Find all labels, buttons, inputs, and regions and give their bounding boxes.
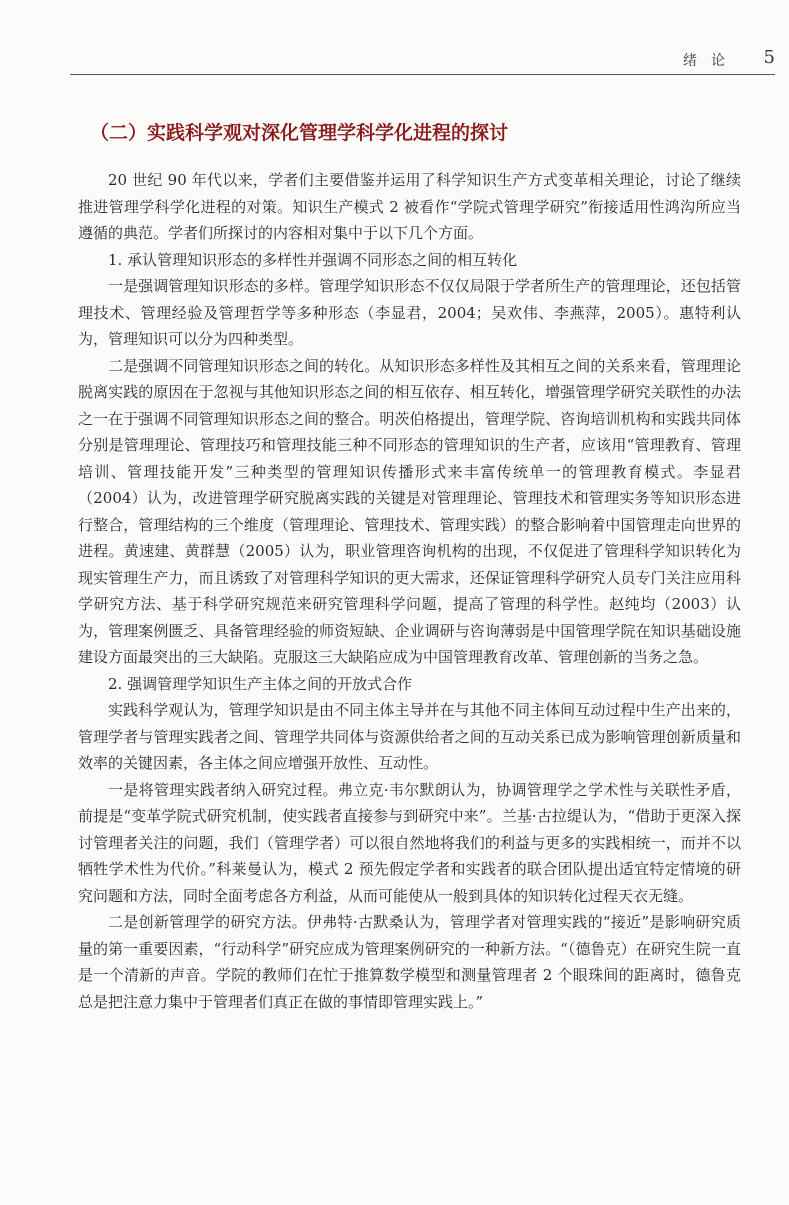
paragraph-include-practitioners: 一是将管理实践者纳入研究过程。弗立克·韦尔默朗认为，协调管理学之学术性与关联性矛盾，前提是“变革学院式研究机制，使实践者直接参与到研究中来”。兰基·古拉缇认为，“借助于更深入探讨管理者关注的问题，我们（管理学者）可以很自然地将我们的利益与更多的实践相统一，而并不以牺牲学术性为代价。”科莱曼认为，模式 2 预先假定学者和实践者的联合团队提出适宜特定情境的研究问题和方法，同时全面考虑各方利益，从而可能使从一般到具体的知识转化过程天衣无缝。: [78, 780, 741, 905]
page-number: 5: [763, 47, 775, 68]
running-header: [70, 47, 775, 72]
body-text: [78, 167, 741, 1015]
paragraph-intro: 20 世纪 90 年代以来，学者们主要借鉴并运用了科学知识生产方式变革相关理论，讨论了继续推进管理学科学化进程的对策。知识生产模式 2 被看作“学院式管理学研究”衔接适用性鸿沟所应当遵循的典范。学者们所探讨的内容相对集中于以下几个方面。: [78, 171, 741, 242]
subheading-2: 2. 强调管理学知识生产主体之间的开放式合作: [108, 674, 413, 693]
paragraph-innovate-methods: 二是创新管理学的研究方法。伊弗特·古默桑认为，管理学者对管理实践的“接近”是影响研究质量的第一重要因素，“行动科学”研究应成为管理案例研究的一种新方法。“（德鲁克）在研究生院一直是一个清新的声音。学院的教师们在忙于推算数学模型和测量管理者 2 个眼珠间的距离时，德鲁克总是把注意力集中于管理者们真正在做的事情即管理实践上。”: [78, 913, 741, 1011]
paragraph-knowledge-forms-transformation: 二是强调不同管理知识形态之间的转化。从知识形态多样性及其相互之间的关系来看，管理理论脱离实践的原因在于忽视与其他知识形态之间的相互依存、相互转化，增强管理学研究关联性的办法之一在于强调不同管理知识形态之间的整合。明茨伯格提出，管理学院、咨询培训机构和实践共同体分别是管理理论、管理技巧和管理技能三种不同形态的管理知识的生产者，应该用“管理教育、管理培训、管理技能开发”三种类型的管理知识传播形式来丰富传统单一的管理教育模式。李显君（2004）认为，改进管理学研究脱离实践的关键是对管理理论、管理技术和管理实务等知识形态进行整合，管理结构的三个维度（管理理论、管理技术、管理实践）的整合影响着中国管理走向世界的进程。黄速建、黄群慧（2005）认为，职业管理咨询机构的出现，不仅促进了管理科学知识转化为现实管理生产力，而且诱致了对管理科学知识的更大需求，还保证管理科学研究人员专门关注应用科学研究方法、基于科学研究规范来研究管理科学问题，提高了管理的科学性。赵纯均（2003）认为，管理案例匮乏、具备管理经验的师资短缺、企业调研与咨询薄弱是中国管理学院在知识基础设施建设方面最突出的三大缺陷。克服这三大缺陷应成为中国管理教育改革、管理创新的当务之急。: [78, 356, 741, 666]
header-rule: [70, 74, 775, 75]
subheading-1: 1. 承认管理知识形态的多样性并强调不同形态之间的相互转化: [108, 250, 518, 269]
paragraph-knowledge-forms-diversity: 一是强调管理知识形态的多样。管理学知识形态不仅仅局限于学者所生产的管理理论，还包括管理技术、管理经验及管理哲学等多种形态（李显君，2004；吴欢伟、李燕萍，2005）。惠特利认为，管理知识可以分为四种类型。: [78, 277, 741, 348]
section-title: （二）实践科学观对深化管理学科学化进程的探讨: [90, 122, 509, 144]
running-title: 绪论: [683, 53, 739, 69]
paragraph-practice-science-view: 实践科学观认为，管理学知识是由不同主体主导并在与其他不同主体间互动过程中生产出来的，管理学者与管理实践者之间、管理学共同体与资源供给者之间的互动关系已成为影响管理创新质量和效率的关键因素，各主体之间应增强开放性、互动性。: [78, 701, 741, 772]
